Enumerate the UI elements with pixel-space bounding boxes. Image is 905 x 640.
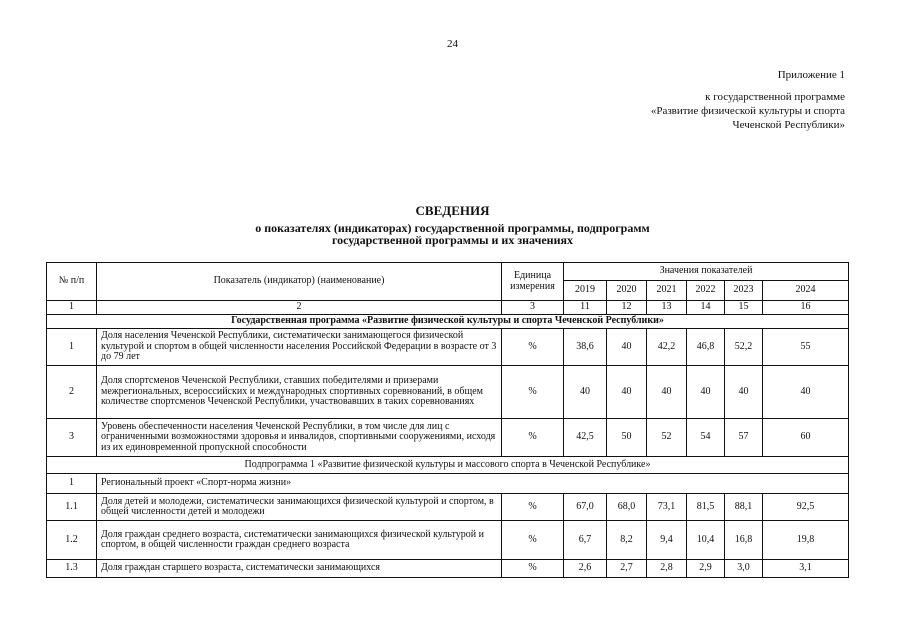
row-unit: %: [502, 494, 564, 521]
row-unit: %: [502, 329, 564, 366]
row-unit: %: [502, 521, 564, 560]
row-value: 81,5: [687, 494, 725, 521]
row-num: 1.3: [47, 560, 97, 578]
table-row: [47, 329, 849, 366]
column-number: 13: [647, 301, 687, 315]
column-number: 16: [763, 301, 849, 315]
row-indicator: Уровень обеспеченности населения Чеченской Республики, в том числе для лиц с ограниченными возможностями здоровья и инвалидов, спортивными сооружениями, исходя из их единовременной пропускной способности: [97, 419, 502, 457]
table-row: [47, 560, 849, 578]
subtitle-line-1: о показателях (индикаторах) государственной программы, подпрограмм: [255, 221, 650, 235]
row-value: 42,2: [647, 329, 687, 366]
column-number: 12: [607, 301, 647, 315]
row-value: 2,9: [687, 560, 725, 578]
row-value: 50: [607, 419, 647, 457]
row-value: 6,7: [564, 521, 607, 560]
column-number: 15: [725, 301, 763, 315]
header-year: 2023: [725, 281, 763, 301]
row-num: 2: [47, 366, 97, 419]
row-indicator: Доля граждан старшего возраста, систематически занимающихся: [97, 560, 502, 578]
column-number: 2: [97, 301, 502, 315]
appendix-line: «Развитие физической культуры и спорта: [650, 105, 845, 117]
row-value: 8,2: [607, 521, 647, 560]
row-num: 1: [47, 329, 97, 366]
row-unit: %: [502, 560, 564, 578]
section-title: Государственная программа «Развитие физической культуры и спорта Чеченской Республики»: [47, 315, 849, 329]
row-value: 40: [763, 366, 849, 419]
indicators-table: [46, 262, 849, 578]
column-number: 1: [47, 301, 97, 315]
row-value: 10,4: [687, 521, 725, 560]
row-indicator: Региональный проект «Спорт-норма жизни»: [97, 474, 849, 494]
row-value: 52: [647, 419, 687, 457]
row-value: 40: [687, 366, 725, 419]
section-title: Подпрограмма 1 «Развитие физической культуры и массового спорта в Чеченской Республике»: [47, 457, 849, 474]
document-title: СВЕДЕНИЯ: [415, 203, 490, 218]
table-row: [47, 419, 849, 457]
table-row: [47, 366, 849, 419]
row-indicator: Доля населения Чеченской Республики, систематически занимающегося физической культурой и спортом в общей численности населения Российской Федерации в возрасте от 3 до 79 лет: [97, 329, 502, 366]
row-value: 92,5: [763, 494, 849, 521]
row-value: 19,8: [763, 521, 849, 560]
header-num: № п/п: [47, 263, 97, 301]
row-value: 68,0: [607, 494, 647, 521]
row-value: 3,0: [725, 560, 763, 578]
table-row: [47, 494, 849, 521]
row-value: 16,8: [725, 521, 763, 560]
row-indicator: Доля детей и молодежи, систематически занимающихся физической культурой и спортом, в общей численности детей и молодежи: [97, 494, 502, 521]
row-value: 9,4: [647, 521, 687, 560]
row-value: 40: [607, 366, 647, 419]
row-value: 38,6: [564, 329, 607, 366]
row-value: 88,1: [725, 494, 763, 521]
row-value: 2,7: [607, 560, 647, 578]
header-year: 2019: [564, 281, 607, 301]
appendix-title: Приложение 1: [777, 69, 845, 81]
row-unit: %: [502, 366, 564, 419]
column-number: 14: [687, 301, 725, 315]
header-year: 2022: [687, 281, 725, 301]
column-number: 11: [564, 301, 607, 315]
row-value: 60: [763, 419, 849, 457]
row-indicator: Доля спортсменов Чеченской Республики, ставших победителями и призерами межрегиональных, всероссийских и международных спортивных соревнований, в общем количестве спортсменов Чеченской Республики, участвовавших в таких соревнованиях: [97, 366, 502, 419]
page-number: 24: [447, 38, 458, 50]
row-value: 42,5: [564, 419, 607, 457]
table-row: [47, 474, 849, 494]
row-value: 52,2: [725, 329, 763, 366]
column-number-row: [47, 301, 849, 315]
row-value: 40: [564, 366, 607, 419]
section-row: [47, 457, 849, 474]
table-header: [47, 263, 849, 315]
header-indicator: Показатель (индикатор) (наименование): [97, 263, 502, 301]
row-value: 2,8: [647, 560, 687, 578]
appendix-line: Чеченской Республики»: [732, 119, 845, 131]
row-value: 46,8: [687, 329, 725, 366]
row-value: 54: [687, 419, 725, 457]
row-value: 3,1: [763, 560, 849, 578]
row-value: 40: [725, 366, 763, 419]
row-value: 67,0: [564, 494, 607, 521]
table-row: [47, 521, 849, 560]
row-num: 1.2: [47, 521, 97, 560]
subtitle-line-2: государственной программы и их значениях: [331, 233, 573, 247]
section-row: [47, 315, 849, 329]
column-number: 3: [502, 301, 564, 315]
row-value: 73,1: [647, 494, 687, 521]
appendix-block: [651, 68, 845, 132]
row-unit: %: [502, 419, 564, 457]
header-year: 2024: [763, 281, 849, 301]
row-value: 40: [647, 366, 687, 419]
row-num: 1.1: [47, 494, 97, 521]
row-num: 3: [47, 419, 97, 457]
row-indicator: Доля граждан среднего возраста, систематически занимающихся физической культурой и спортом, в общей численности граждан среднего возраста: [97, 521, 502, 560]
header-values-group: Значения показателей: [564, 263, 849, 281]
row-num: 1: [47, 474, 97, 494]
row-value: 55: [763, 329, 849, 366]
header-year: 2021: [647, 281, 687, 301]
appendix-line: к государственной программе: [705, 91, 845, 103]
row-value: 40: [607, 329, 647, 366]
document-subtitle: [0, 222, 905, 246]
row-value: 57: [725, 419, 763, 457]
header-year: 2020: [607, 281, 647, 301]
row-value: 2,6: [564, 560, 607, 578]
header-unit: Единица измерения: [502, 263, 564, 301]
